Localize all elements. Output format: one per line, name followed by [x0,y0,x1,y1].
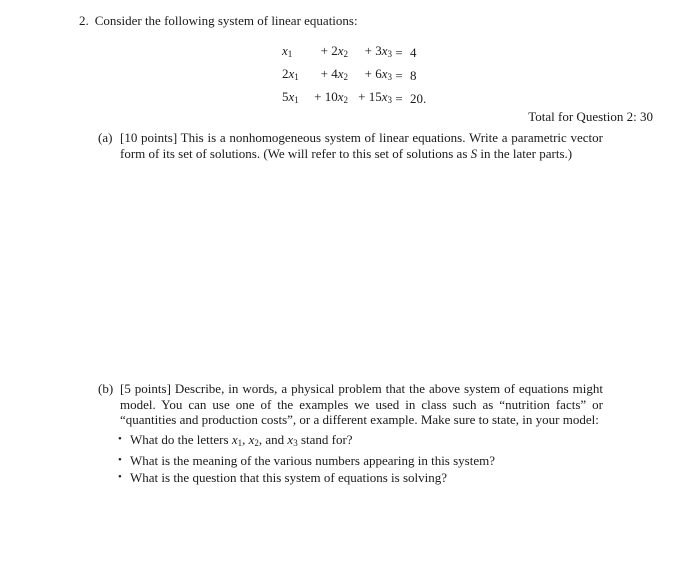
equation-term: + $2x_2$ [320,43,348,59]
equation-row [282,41,436,64]
question-intro: Consider the following system of linear equations: [94,13,358,28]
equation-term: + $15x_3$ [358,89,392,105]
part-a-label: (a) [98,130,113,145]
question-number: 2. [79,13,89,28]
equals-sign: = [395,91,403,106]
part-a [98,130,603,161]
bullet-icon: • [118,432,122,445]
equation-term: $x_1$ [282,43,293,59]
list-item: • What is the meaning of the various numbers appearing in this system? [118,452,495,468]
question-total: Total for Question 2: 30 [528,109,653,124]
question-header [79,13,358,29]
list-item: • What do the letters $x_1$, $x_2$, and $x_3$ stand for? [118,431,353,448]
equals-sign: = [395,68,403,83]
equation-rhs: 4 [410,45,417,60]
equation-term: + $6x_3$ [364,66,392,82]
part-b [98,381,603,486]
equals-sign: = [395,45,403,60]
list-item: • What is the question that this system of equations is solving? [118,469,448,485]
set-symbol-s: S [470,145,478,161]
bullet-icon: • [118,470,122,483]
equation-term: $5x_1$ [282,89,299,105]
equation-term: + $4x_2$ [320,66,348,82]
equation-term: + $10x_2$ [314,89,348,105]
part-b-text: [5 points] Describe, in words, a physical problem that the above system of equations might model. You can use one of the examples we used in class such as “nutrition facts” or “quantities and production costs”, or a different example. Make sure to state, in your model: [120,381,603,427]
equation-rhs: 20. [410,91,427,106]
equation-rhs: 8 [410,68,417,83]
equation-term: + $3x_3$ [364,43,392,59]
bullet-icon: • [118,453,122,466]
equation-row [282,64,436,87]
equation-term: $2x_1$ [282,66,299,82]
part-a-text: [10 points] This is a nonhomogeneous system of linear equations. Write a parametric vector form of its set of solutions. (We will refer to this set of solutions as S in the later parts.) [120,130,603,161]
part-b-label: (b) [98,381,114,396]
equation-row [282,87,436,110]
linear-system [282,41,436,110]
part-b-bullets [98,431,603,486]
